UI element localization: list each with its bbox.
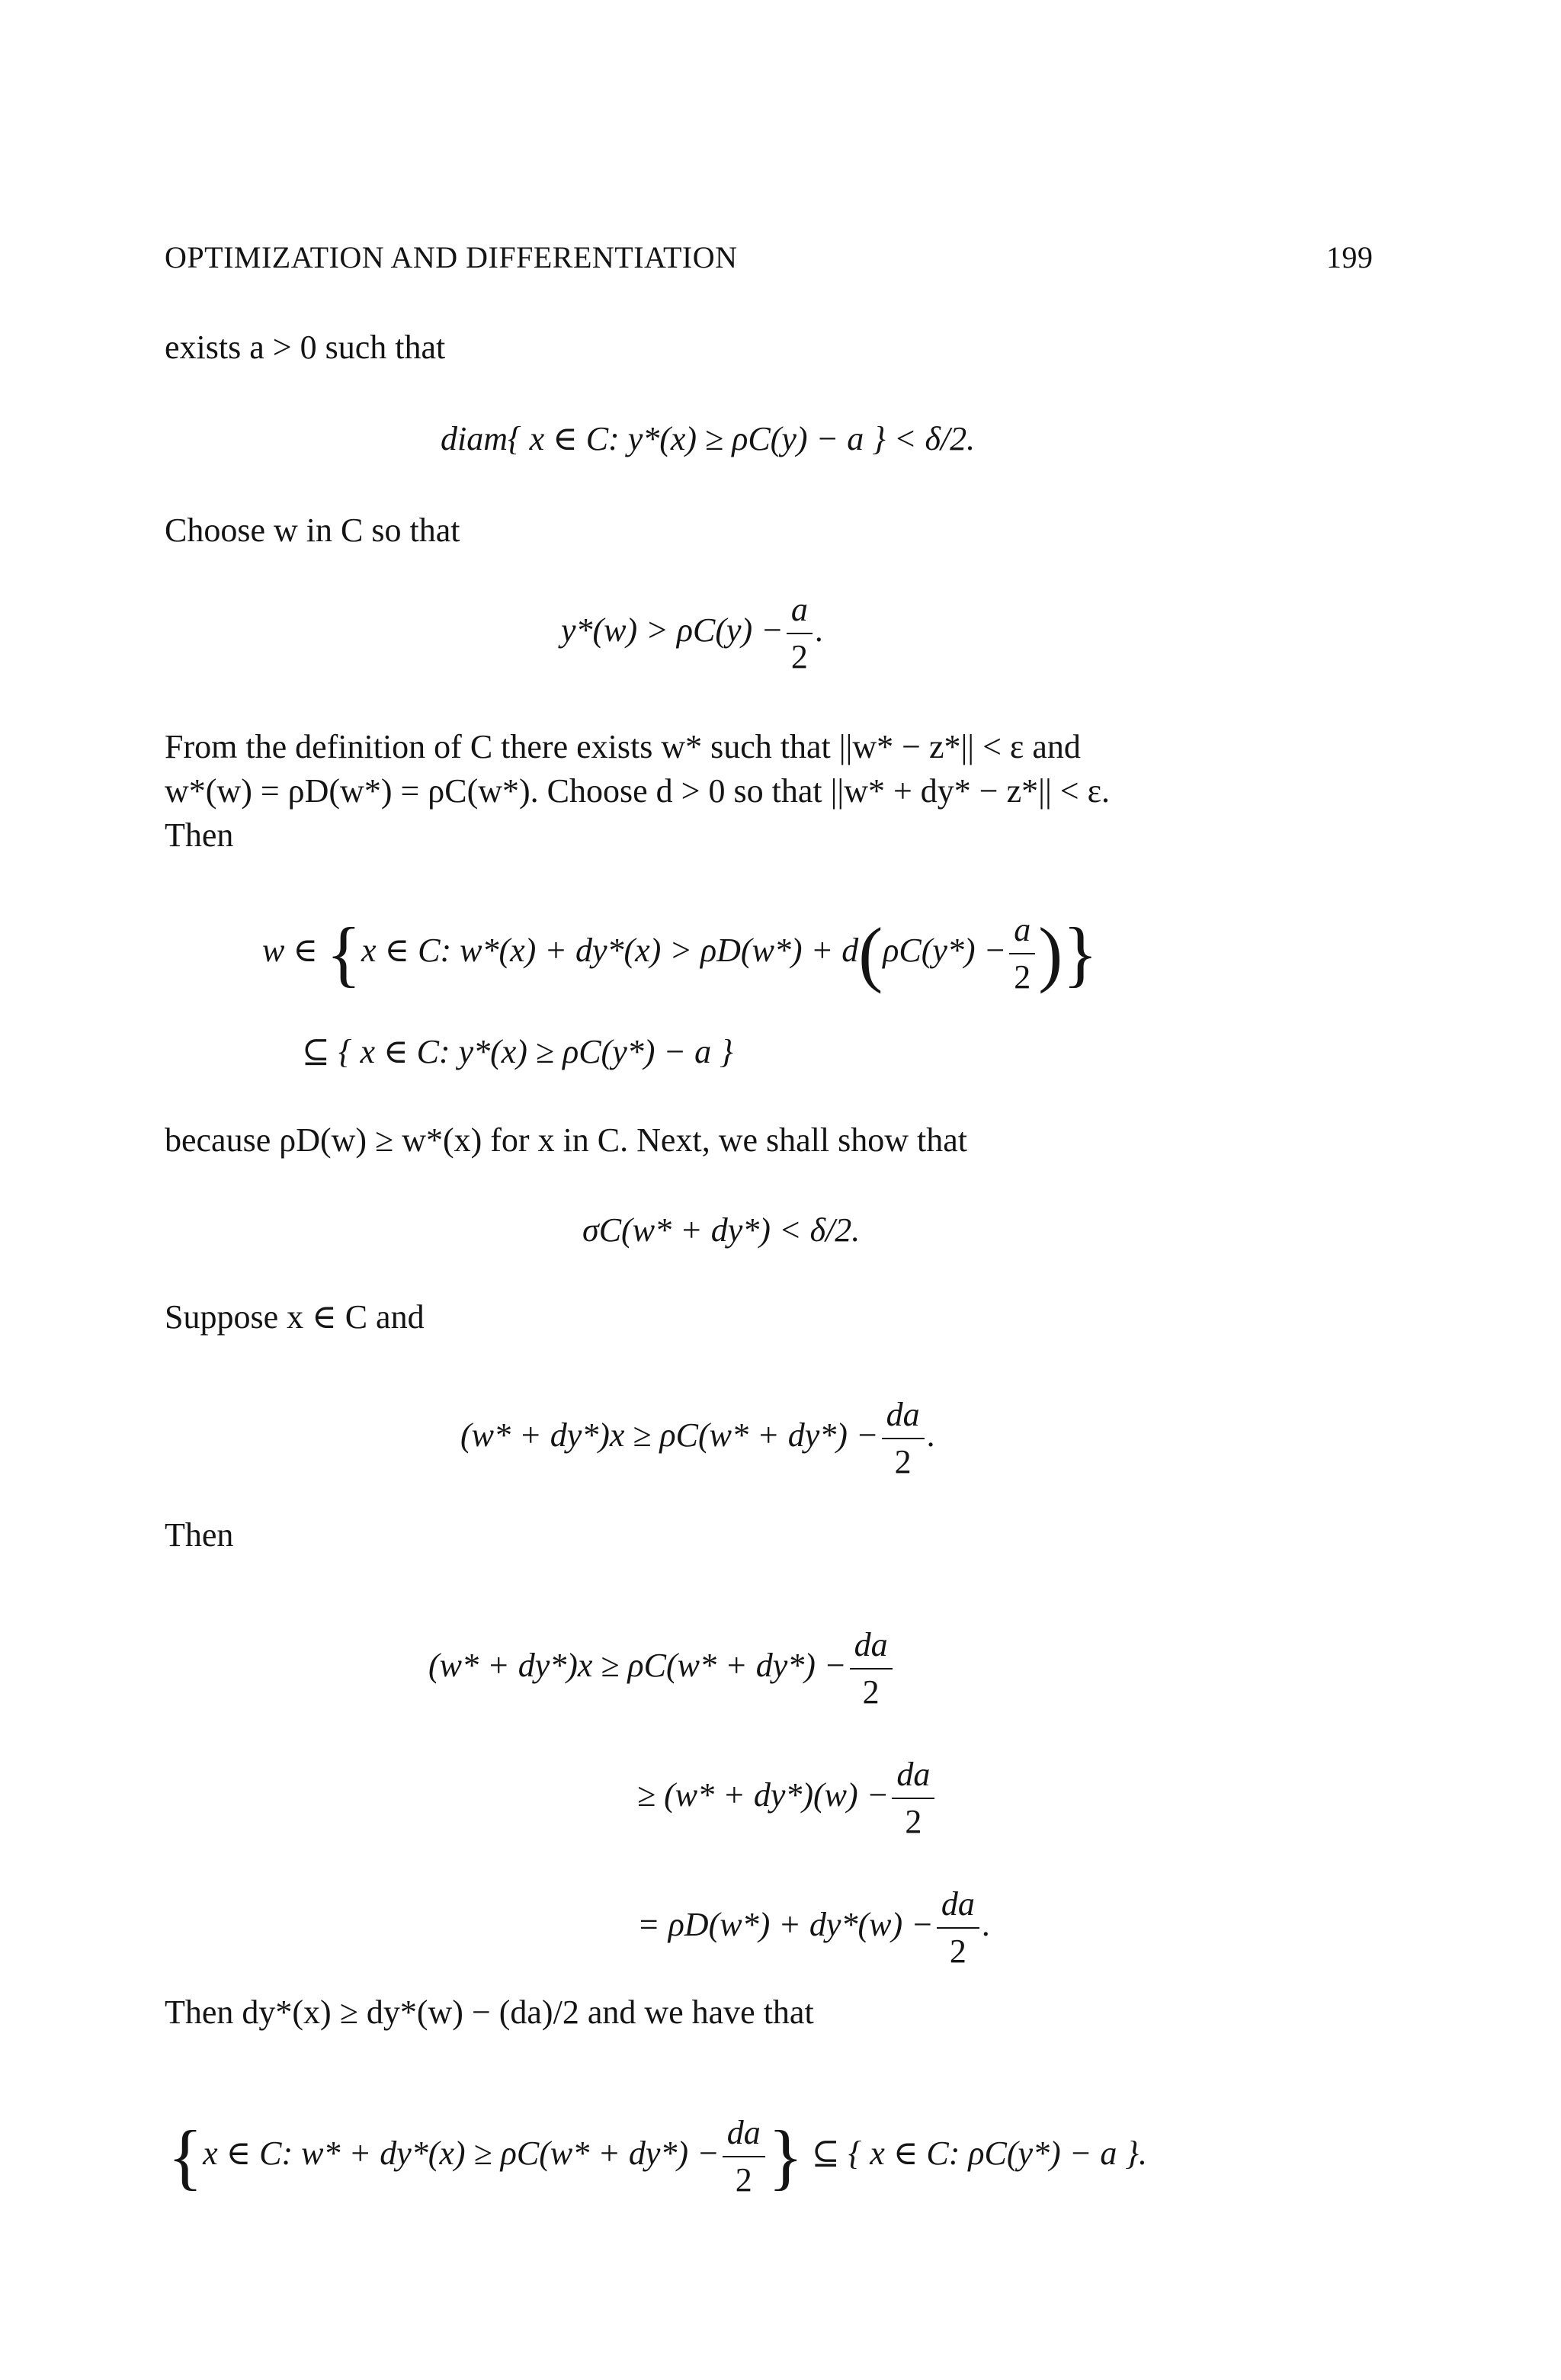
numerator: da (886, 1396, 920, 1433)
equation-8 (637, 1753, 938, 1843)
paragraph-2: Choose w in C so that (165, 512, 460, 549)
numerator: a (790, 591, 808, 628)
equation-9-lhs: = ρD(w*) + dy*(w) − (637, 1906, 934, 1944)
denominator: 2 (937, 1927, 979, 1973)
paragraph-4: because ρD(w) ≥ w*(x) for x in C. Next, we shall show that (165, 1121, 967, 1159)
equation-6-end: . (927, 1416, 936, 1455)
equation-2-lhs: y*(w) > ρC(y) − (561, 611, 784, 650)
equation-3 (262, 909, 1098, 999)
equation-7 (428, 1624, 896, 1714)
numerator: da (941, 1885, 975, 1923)
equation-4: ⊆ { x ∈ C: y*(x) ≥ ρC(y*) − a } (302, 1033, 733, 1070)
equation-9 (637, 1883, 991, 1973)
paragraph-6: Then (165, 1516, 234, 1554)
fraction (723, 2112, 765, 2202)
denominator: 2 (1009, 953, 1035, 999)
fraction (1009, 909, 1035, 999)
equation-1: diam{ x ∈ C: y*(x) ≥ ρC(y) − a } < δ/2. (441, 420, 976, 457)
equation-10-b: ⊆ { x ∈ C: ρC(y*) − a }. (811, 2135, 1147, 2173)
numerator: a (1014, 911, 1031, 948)
denominator: 2 (787, 633, 813, 678)
numerator: da (896, 1756, 931, 1793)
paragraph-3-line-1: From the definition of C there exists w* such that ||w* − z*|| < ε and (165, 728, 1081, 765)
denominator: 2 (723, 2156, 765, 2202)
paragraph-7: Then dy*(x) ≥ dy*(w) − (da)/2 and we have that (165, 1993, 814, 2031)
numerator: da (854, 1626, 888, 1663)
equation-6-lhs: (w* + dy*)x ≥ ρC(w* + dy*) − (460, 1416, 879, 1455)
fraction (850, 1624, 893, 1714)
paragraph-3-line-2: w*(w) = ρD(w*) = ρC(w*). Choose d > 0 so that ||w* + dy* − z*|| < ε. (165, 772, 1111, 810)
running-header: OPTIMIZATION AND DIFFERENTIATION (165, 240, 738, 274)
right-paren: ) (1038, 913, 1063, 994)
paragraph-5: Suppose x ∈ C and (165, 1298, 425, 1336)
equation-9-end: . (982, 1906, 991, 1944)
fraction (882, 1394, 925, 1483)
equation-8-lhs: ≥ (w* + dy*)(w) − (637, 1776, 889, 1814)
fraction (892, 1753, 934, 1843)
left-brace: { (325, 913, 361, 994)
right-brace: } (768, 2115, 803, 2197)
equation-2 (561, 589, 824, 678)
right-brace: } (1063, 913, 1098, 994)
left-brace: { (168, 2115, 204, 2197)
denominator: 2 (892, 1798, 934, 1843)
equation-7-lhs: (w* + dy*)x ≥ ρC(w* + dy*) − (428, 1647, 847, 1685)
equation-2-end: . (815, 611, 824, 650)
denominator: 2 (850, 1668, 893, 1714)
fraction (787, 589, 813, 678)
paragraph-1: exists a > 0 such that (165, 329, 446, 366)
page-number: 199 (1326, 240, 1373, 274)
numerator: da (726, 2114, 761, 2151)
left-paren: ( (858, 913, 883, 994)
paragraph-3-line-3: Then (165, 816, 234, 854)
equation-10-a: x ∈ C: w* + dy*(x) ≥ ρC(w* + dy*) − (203, 2135, 720, 2173)
equation-3-b: x ∈ C: w*(x) + dy*(x) > ρD(w*) + d (361, 932, 859, 970)
equation-3-c: ρC(y*) − (883, 932, 1007, 970)
equation-6 (460, 1394, 936, 1483)
equation-3-a: w ∈ (262, 932, 318, 970)
equation-10 (168, 2112, 1147, 2202)
denominator: 2 (882, 1438, 925, 1483)
fraction (937, 1883, 979, 1973)
equation-5: σC(w* + dy*) < δ/2. (582, 1211, 861, 1249)
